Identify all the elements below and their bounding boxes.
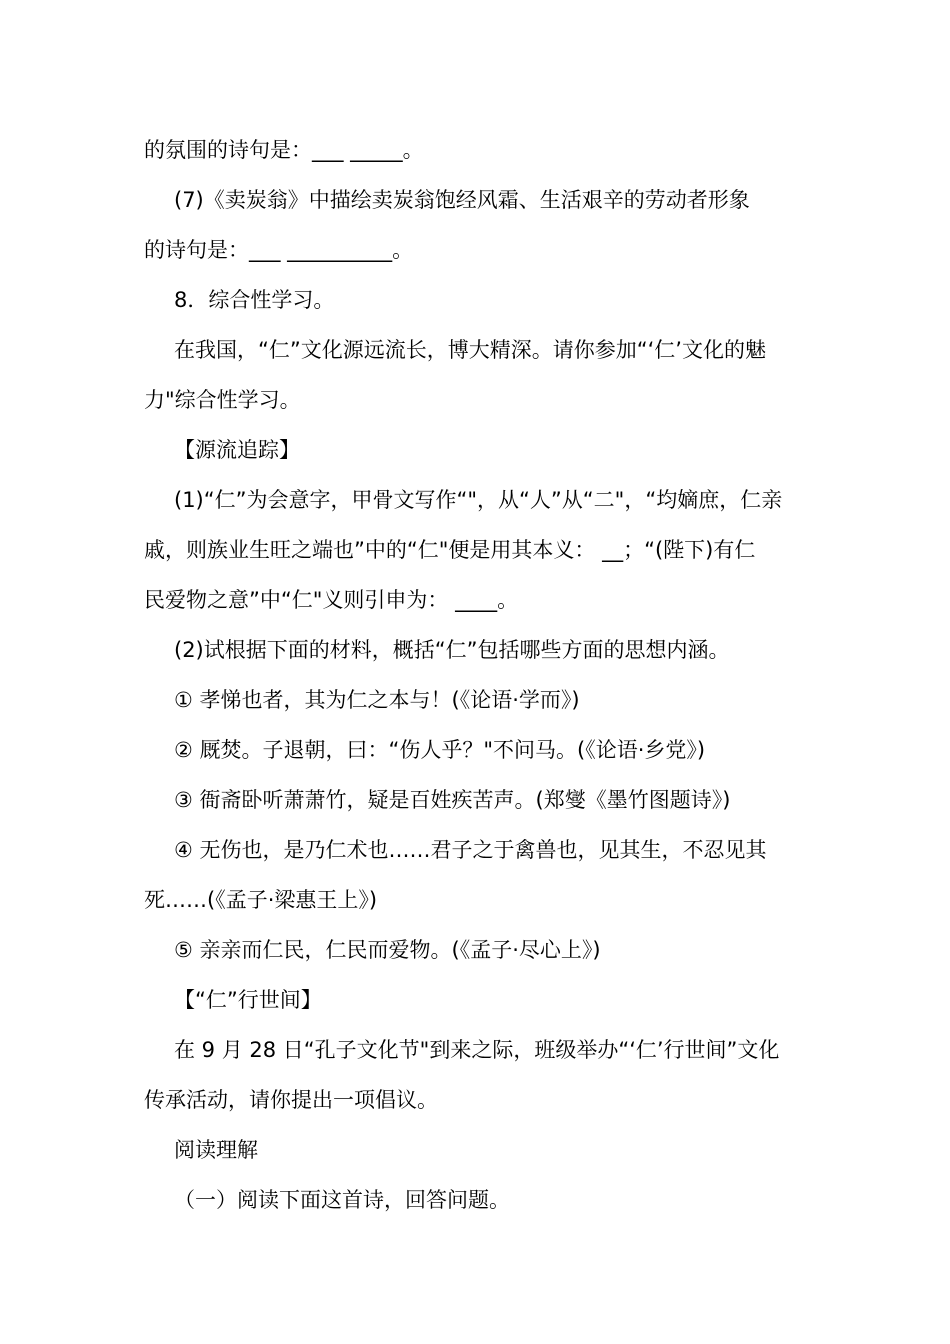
practice-paragraph: 在 9 月 28 日“孔子文化节"到来之际，班级举办“‘仁’行世间”文化 <box>174 1038 780 1062</box>
question-8-heading: 8．综合性学习。 <box>174 288 335 312</box>
question-7: (7)《卖炭翁》中描绘卖炭翁饱经风霜、生活艰辛的劳动者形象 <box>174 188 750 212</box>
text-line: 民爱物之意”中“仁"义则引申为： ____。 <box>144 588 519 612</box>
text-line: 的氛围的诗句是：___ _____。 <box>144 138 424 162</box>
material-5: ⑤ 亲亲而仁民，仁民而爱物。(《孟子·尽心上》) <box>174 938 601 962</box>
reading-part-1: （一）阅读下面这首诗，回答问题。 <box>174 1188 510 1212</box>
section-heading-practice: 【“仁”行世间】 <box>174 988 322 1012</box>
subquestion-2: (2)试根据下面的材料，概括“仁”包括哪些方面的思想内涵。 <box>174 638 730 662</box>
subquestion-1: (1)“仁”为会意字，甲骨文写作“"，从“人”从“二"，“均嫡庶，仁亲 <box>174 488 783 512</box>
text-line: 力"综合性学习。 <box>144 388 301 412</box>
material-3: ③ 衙斋卧听萧萧竹，疑是百姓疾苦声。(郑燮《墨竹图题诗》) <box>174 788 731 812</box>
material-4: ④ 无伤也，是乃仁术也……君子之于禽兽也，见其生，不忍见其 <box>174 838 767 862</box>
material-1: ① 孝悌也者，其为仁之本与！(《论语·学而》) <box>174 688 580 712</box>
text-line: 戚，则族业生旺之端也”中的“仁"便是用其本义： __；“(陛下)有仁 <box>144 538 756 562</box>
intro-paragraph: 在我国，“仁”文化源远流长，博大精深。请你参加“‘仁’文化的魅 <box>174 338 766 362</box>
section-heading-origin: 【源流追踪】 <box>174 438 300 462</box>
reading-heading: 阅读理解 <box>174 1138 258 1162</box>
text-line: 的诗句是：___ __________。 <box>144 238 414 262</box>
text-line: 死……(《孟子·梁惠王上》) <box>144 888 378 912</box>
text-line: 传承活动，请你提出一项倡议。 <box>144 1088 438 1112</box>
material-2: ② 厩焚。子退朝，曰：“伤人乎？"不问马。(《论语·乡党》) <box>174 738 706 762</box>
